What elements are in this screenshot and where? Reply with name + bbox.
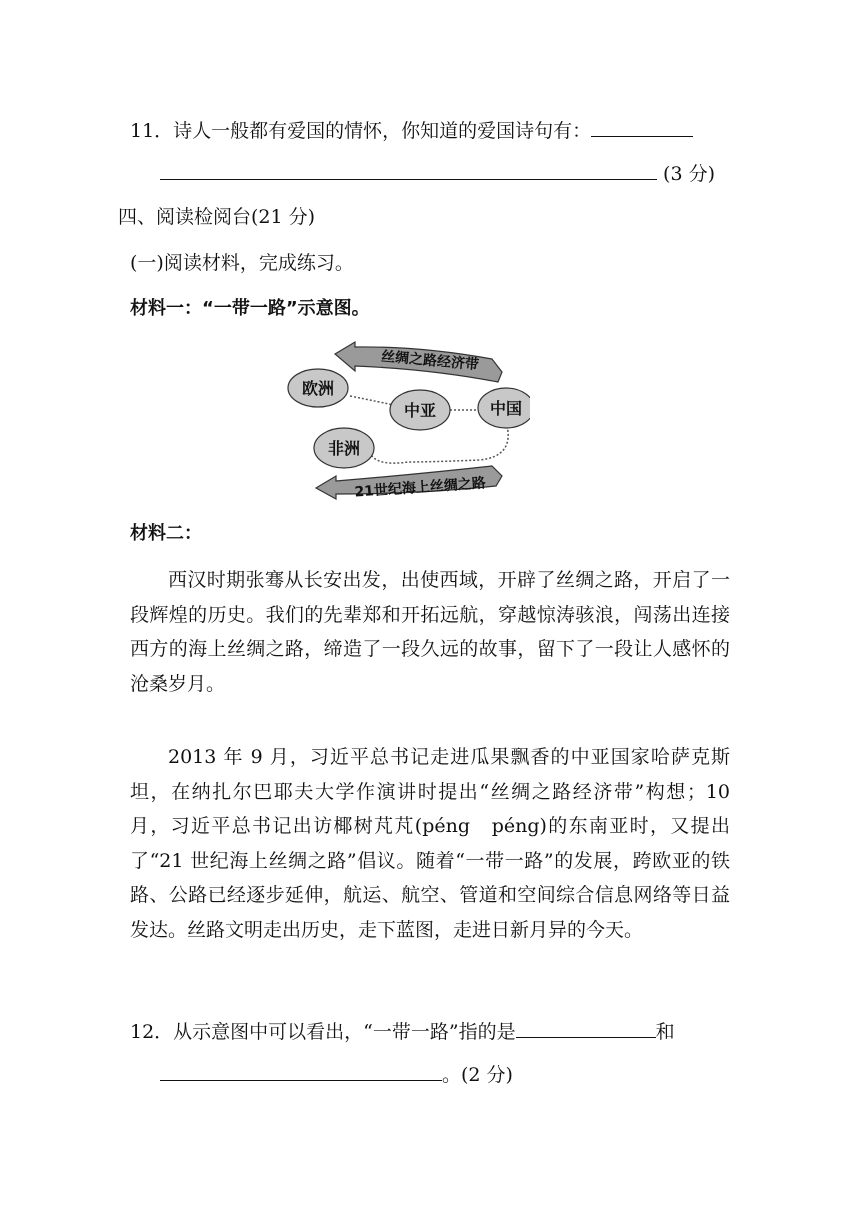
section-title: 四、阅读检阅台(21 分) [118,206,316,228]
maritime-silk-road-arrow [316,466,502,501]
node-europe-label: 欧洲 [301,379,335,398]
node-china-label: 中国 [489,399,523,418]
part-title: (一)阅读材料，完成练习。 [130,252,354,274]
node-africa [314,428,374,468]
material-2-paragraph-2: 2013 年 9 月，习近平总书记走进瓜果飘香的中亚国家哈萨克斯坦，在纳扎尔巴耶夫大学作演讲时提出“丝绸之路经济带”构想；10 月，习近平总书记出访椰树芃芃(péng péng)的东南亚时，又提出了“21 世纪海上丝绸之路”倡议。随着“一带一路”的发展，跨欧亚的铁路、公路已经逐步延伸，航运、航空、管道和空间综合信息网络等日益发达。丝路文明走出历史，走下蓝图，走进日新月异的今天。 [130,746,730,941]
question-11-line2 [160,161,715,186]
silk-road-economic-belt-arrow [335,342,502,382]
question-12-score: 。(2 分) [442,1064,513,1086]
bottom-route-label: 21世纪海上丝绸之路 [353,475,487,501]
question-11-score: (3 分) [663,163,716,185]
node-china [478,388,530,428]
node-africa-label: 非洲 [327,439,361,458]
node-europe [288,369,348,407]
top-route-label: 丝绸之路经济带 [380,348,480,374]
material-2-label: 材料二： [130,523,202,544]
node-central-asia [390,390,450,430]
material-1-label: 材料一：“一带一路”示意图。 [130,298,370,319]
question-12-line2 [160,1062,513,1087]
question-12 [130,1019,675,1044]
question-12-and: 和 [655,1021,675,1043]
material-2-paragraph-1: 西汉时期张骞从长安出发，出使西域，开辟了丝绸之路，开启了一段辉煌的历史。我们的先辈郑和开拓远航，穿越惊涛骇浪，闯荡出连接西方的海上丝绸之路，缔造了一段久远的故事，留下了一段让人感怀的沧桑岁月。 [130,569,730,695]
belt-and-road-diagram [280,336,530,506]
answer-blank[interactable] [591,118,693,137]
question-11-text: 11．诗人一般都有爱国的情怀，你知道的爱国诗句有： [130,120,592,142]
question-12-text: 12．从示意图中可以看出，“一带一路”指的是 [130,1021,516,1043]
node-central-asia-label: 中亚 [403,401,437,420]
question-11 [130,118,693,143]
answer-blank[interactable] [516,1019,656,1038]
answer-blank[interactable] [160,1062,442,1081]
connector-china-africa [372,422,508,463]
answer-blank[interactable] [160,161,657,180]
